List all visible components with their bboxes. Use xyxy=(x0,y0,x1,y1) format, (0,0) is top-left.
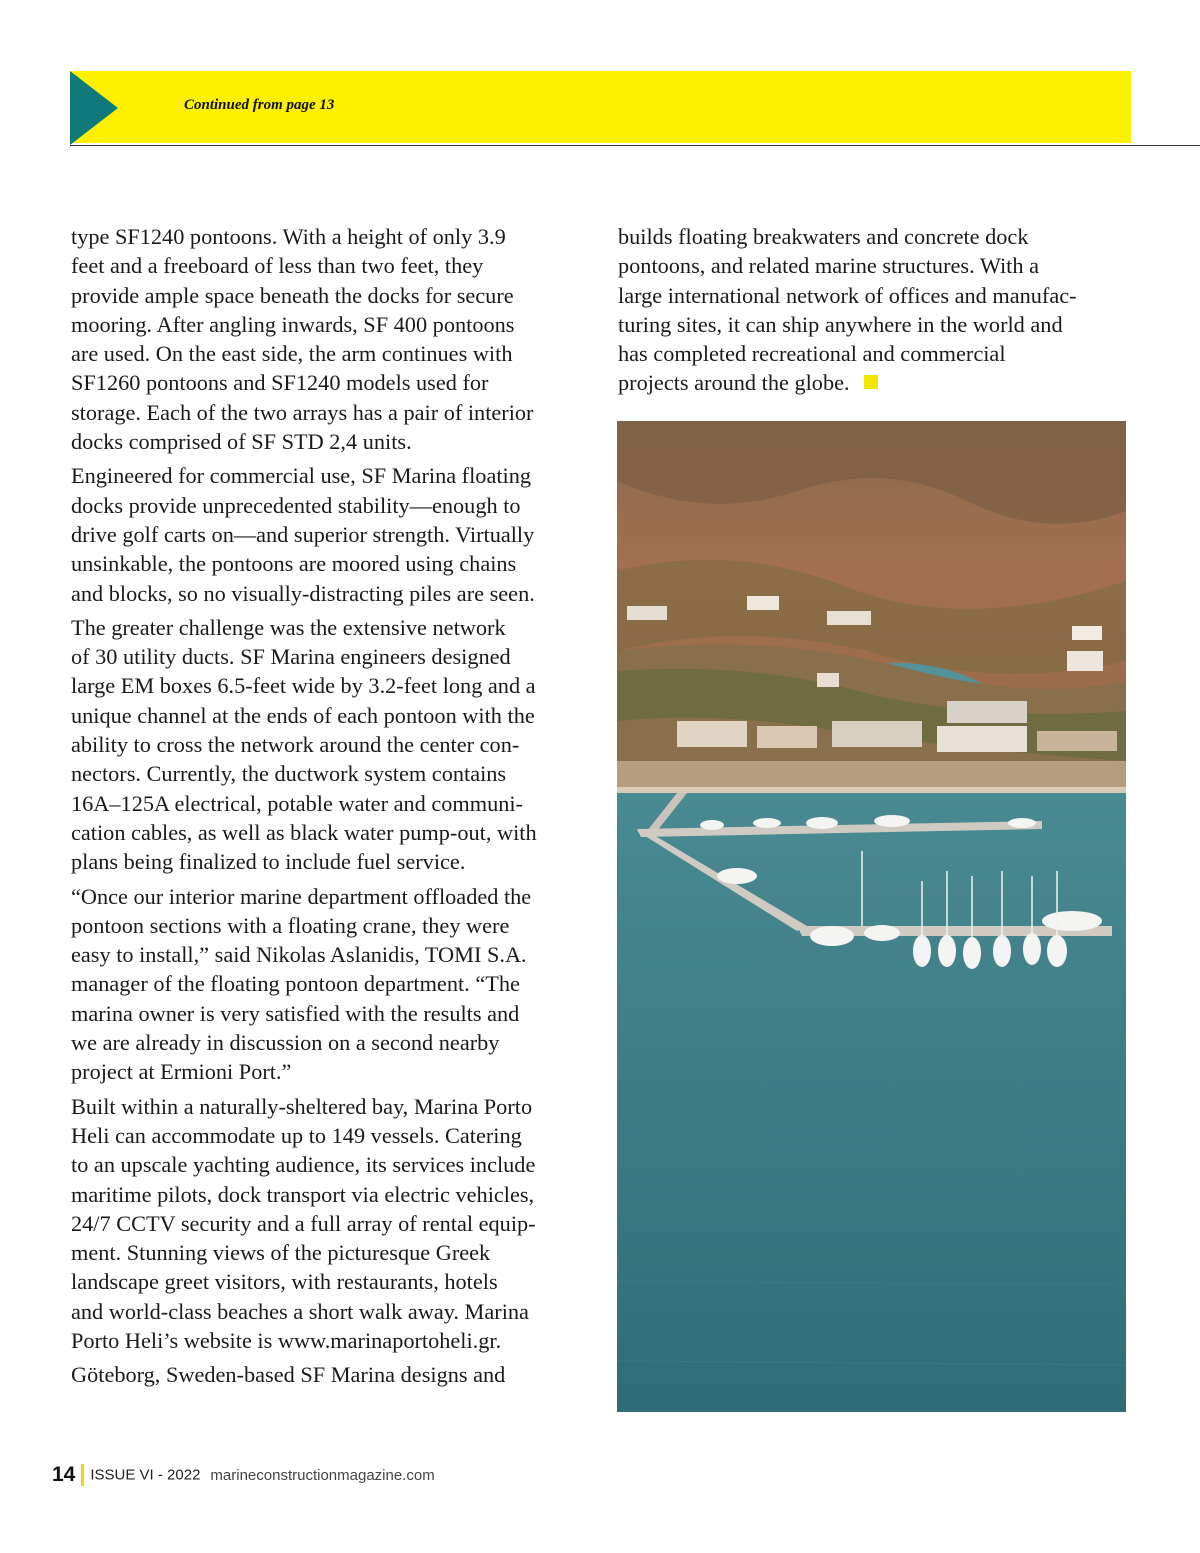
text-line: builds floating breakwaters and concrete dock xyxy=(618,224,1029,249)
website-link[interactable]: marineconstructionmagazine.com xyxy=(210,1466,435,1484)
end-of-article-icon xyxy=(864,375,878,389)
article-paragraph xyxy=(71,613,591,877)
text-line: turing sites, it can ship anywhere in the world and xyxy=(618,311,1063,337)
article-paragraph xyxy=(71,882,591,1087)
text-line: drive golf carts on—and superior strength. Virtually xyxy=(71,521,535,547)
text-line: cation cables, as well as black water pump-out, with xyxy=(71,819,537,845)
text-line: projects around the globe. xyxy=(618,368,1138,397)
text-line: ability to cross the network around the center con- xyxy=(71,732,520,758)
banner-arrow-icon xyxy=(70,71,118,145)
text-line: has completed recreational and commercial xyxy=(618,341,1006,367)
text-line: maritime pilots, dock transport via electric vehicles, xyxy=(71,1181,535,1207)
text-line: Göteborg, Sweden-based SF Marina designs and xyxy=(71,1362,506,1388)
text-line: we are already in discussion on a second nearby xyxy=(71,1030,500,1056)
text-line: feet and a freeboard of less than two feet, they xyxy=(71,253,484,279)
text-line: of 30 utility ducts. SF Marina engineers designed xyxy=(71,644,511,670)
text-line: are used. On the east side, the arm continues with xyxy=(71,341,513,367)
text-line: pontoon sections with a floating crane, they were xyxy=(71,912,510,938)
article-paragraph xyxy=(71,461,591,607)
text-line: unique channel at the ends of each pontoon with the xyxy=(71,702,535,728)
continued-from-label: Continued from page 13 xyxy=(184,97,335,113)
text-line: large international network of offices and manufac- xyxy=(618,282,1077,308)
text-line: easy to install,” said Nikolas Aslanidis, TOMI S.A. xyxy=(71,942,527,968)
text-line: docks provide unprecedented stability—enough to xyxy=(71,492,521,518)
text-line: “Once our interior marine department offloaded the xyxy=(71,883,532,909)
text-line: ment. Stunning views of the picturesque Greek xyxy=(71,1240,491,1266)
text-line: Heli can accommodate up to 149 vessels. Catering xyxy=(71,1122,522,1148)
marina-photo-drawing xyxy=(617,421,1126,1412)
text-line: 24/7 CCTV security and a full array of rental equip- xyxy=(71,1210,536,1236)
text-line: storage. Each of the two arrays has a pair of interior xyxy=(71,399,534,425)
article-paragraph xyxy=(71,1092,591,1356)
page-number: 14 xyxy=(52,1463,76,1486)
text-line: manager of the floating pontoon department. “The xyxy=(71,971,520,997)
text-line: Engineered for commercial use, SF Marina floating xyxy=(71,463,532,489)
article-paragraph xyxy=(618,222,1138,398)
text-line: unsinkable, the pontoons are moored using chains xyxy=(71,551,517,577)
footer-divider xyxy=(81,1464,84,1486)
text-line: provide ample space beneath the docks for secure xyxy=(71,282,514,308)
text-line: pontoons, and related marine structures. With a xyxy=(618,253,1039,279)
page-footer xyxy=(52,1463,435,1493)
text-line: large EM boxes 6.5-feet wide by 3.2-feet long and a xyxy=(71,673,536,699)
text-line: type SF1240 pontoons. With a height of only 3.9 xyxy=(71,224,506,249)
text-line: Porto Heli’s website is www.marinaportoheli.gr. xyxy=(71,1327,502,1353)
text-line: to an upscale yachting audience, its services include xyxy=(71,1152,536,1178)
text-line: SF1260 pontoons and SF1240 models used for xyxy=(71,370,489,396)
article-paragraph xyxy=(71,1360,591,1389)
text-line: docks comprised of SF STD 2,4 units. xyxy=(71,429,412,455)
text-line: The greater challenge was the extensive network xyxy=(71,614,506,640)
text-line: project at Ermioni Port.” xyxy=(71,1059,292,1085)
text-line: marina owner is very satisfied with the results and xyxy=(71,1000,520,1026)
text-line: landscape greet visitors, with restaurants, hotels xyxy=(71,1269,498,1295)
text-line: plans being finalized to include fuel service. xyxy=(71,849,466,875)
text-line: and world-class beaches a short walk away. Marina xyxy=(71,1298,529,1324)
article-paragraph xyxy=(71,222,591,456)
text-line: 16A–125A electrical, potable water and communi- xyxy=(71,790,523,816)
article-left-column xyxy=(71,222,591,1395)
text-line: and blocks, so no visually-distracting piles are seen. xyxy=(71,580,535,606)
marina-aerial-photo xyxy=(617,421,1126,1412)
text-line: nectors. Currently, the ductwork system contains xyxy=(71,761,507,787)
banner-rule xyxy=(70,145,1200,146)
text-line: Built within a naturally-sheltered bay, Marina Porto xyxy=(71,1093,533,1119)
issue-label: ISSUE VI - 2022 xyxy=(90,1466,201,1484)
article-right-column xyxy=(618,222,1138,403)
text-line: mooring. After angling inwards, SF 400 pontoons xyxy=(71,311,515,337)
